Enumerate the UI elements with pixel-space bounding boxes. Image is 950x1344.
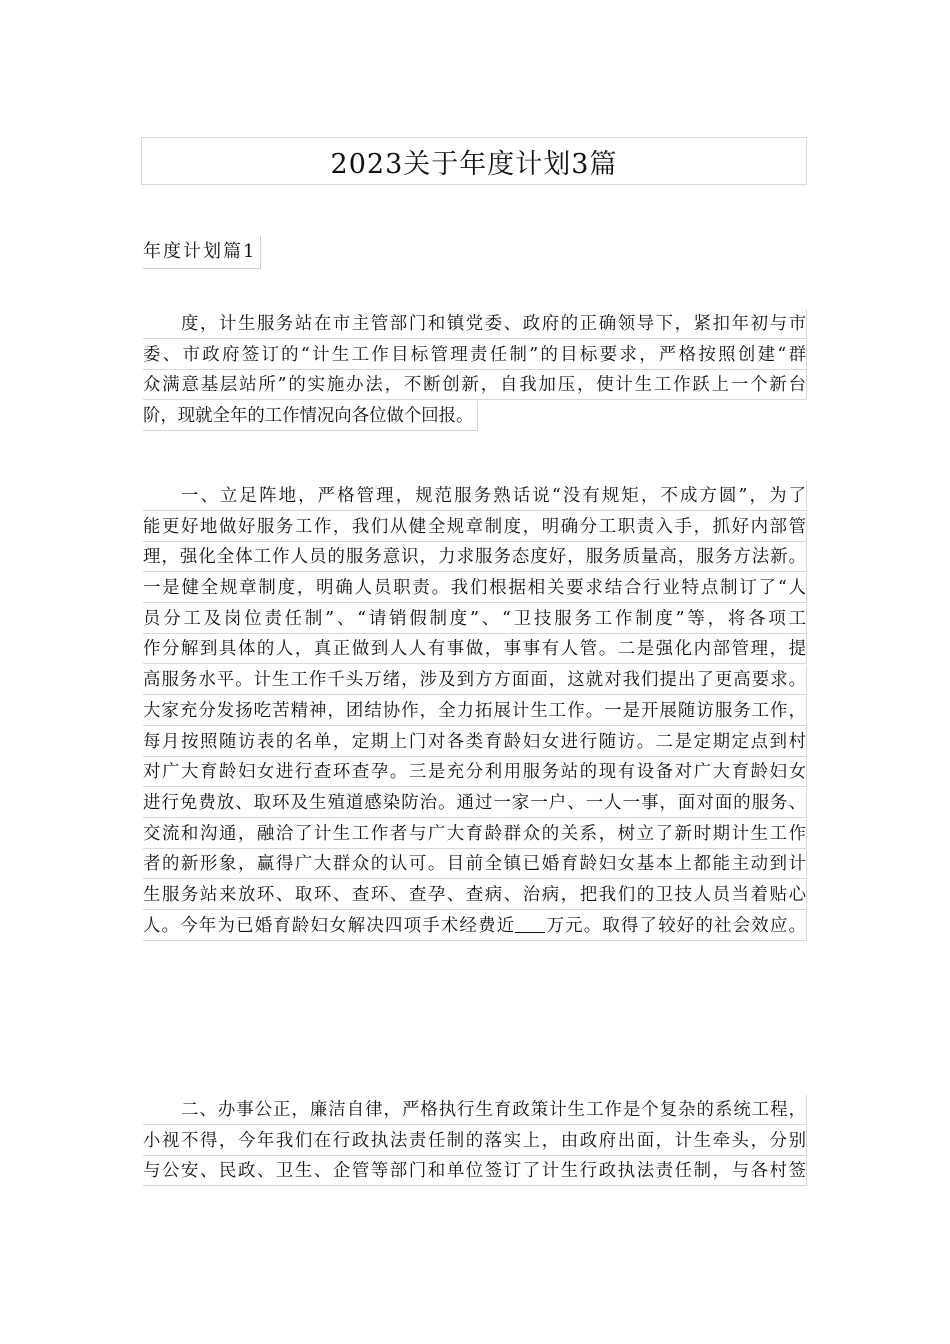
text-line: 委、市政府签订的“计生工作目标管理责任制”的目标要求，严格按照创建“群: [143, 340, 807, 370]
text-segment: 人。今年为已婚育龄妇女解决四项手术经费近: [143, 915, 516, 936]
text-line: 员分工及岗位责任制”、“请销假制度”、“卫技服务工作制度”等，将各项工: [143, 604, 807, 634]
text-line: 小视不得，今年我们在行政执法责任制的落实上，由政府出面，计生牵头，分别: [143, 1126, 807, 1156]
text-line: 一、立足阵地，严格管理，规范服务熟话说“没有规矩，不成方圆”，为了: [143, 481, 807, 511]
text-line: 大家充分发扬吃苦精神，团结协作，全力拓展计生工作。一是开展随访服务工作，: [143, 696, 807, 726]
text-line: 进行免费放、取环及生殖道感染防治。通过一家一户、一人一事，面对面的服务、: [143, 788, 807, 818]
text-line: 阶，现就全年的工作情况向各位做个回报。: [143, 401, 478, 431]
text-line: 者的新形象，赢得广大群众的认可。目前全镇已婚育龄妇女基本上都能主动到计: [143, 849, 807, 879]
text-line: 理，强化全体工作人员的服务意识，力求服务态度好，服务质量高，服务方法新。: [143, 542, 807, 572]
text-line: 能更好地做好服务工作，我们从健全规章制度，明确分工职责入手，抓好内部管: [143, 512, 807, 542]
text-line: 二、办事公正，廉洁自律，严格执行生育政策计生工作是个复杂的系统工程，: [143, 1095, 807, 1125]
text-line: 生服务站来放环、取环、查环、查孕、查病、治病，把我们的卫技人员当着贴心: [143, 880, 807, 910]
text-line: 度，计生服务站在市主管部门和镇党委、政府的正确领导下，紧扣年初与市: [143, 309, 807, 339]
paragraph-1: [143, 309, 807, 436]
fill-in-blank: [515, 912, 545, 933]
paragraph-3: [143, 1095, 807, 1187]
section-heading: 年度计划篇1: [143, 236, 261, 269]
text-segment: 万元。取得了较好的社会效应。: [545, 915, 806, 936]
text-line: 众满意基层站所”的实施办法，不断创新，自我加压，使计生工作跃上一个新台: [143, 370, 807, 400]
document-title-box: [141, 137, 807, 185]
text-line: 与公安、民政、卫生、企管等部门和单位签订了计生行政执法责任制，与各村签: [143, 1156, 807, 1186]
text-line: 作分解到具体的人，真正做到人人有事做，事事有人管。二是强化内部管理，提: [143, 634, 807, 664]
text-line: 一是健全规章制度，明确人员职责。我们根据相关要求结合行业特点制订了“人: [143, 573, 807, 603]
text-line: 高服务水平。计生工作千头万绪，涉及到方方面面，这就对我们提出了更高要求。: [143, 665, 807, 695]
text-line: 对广大育龄妇女进行查环查孕。三是充分利用服务站的现有设备对广大育龄妇女: [143, 757, 807, 787]
text-line-with-blank: [143, 911, 807, 941]
text-line: 每月按照随访表的名单，定期上门对各类育龄妇女进行随访。二是定期定点到村: [143, 727, 807, 757]
text-line: 交流和沟通，融洽了计生工作者与广大育龄群众的关系，树立了新时期计生工作: [143, 819, 807, 849]
document-title: 2023关于年度计划3篇: [330, 148, 618, 180]
paragraph-2: [143, 481, 807, 941]
